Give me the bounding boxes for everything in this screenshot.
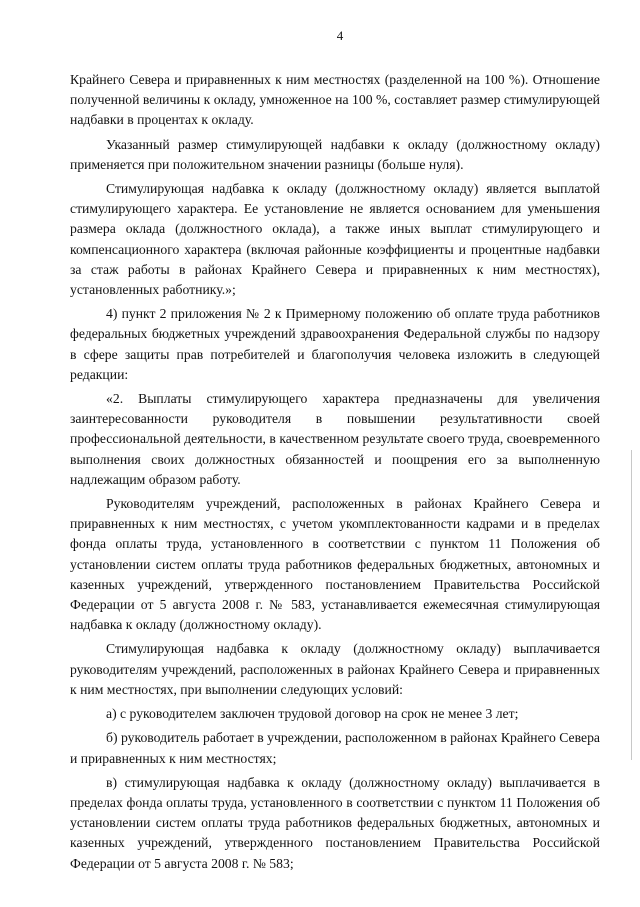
list-item-b: б) руководитель работает в учреждении, расположенном в районах Крайнего Севера и приравненных к ним местностях; — [70, 730, 600, 766]
paragraph-heads-of-institutions: Руководителям учреждений, расположенных в районах Крайнего Севера и приравненных к ним местностях, с учетом укомплектованности кадрами и в пределах фонда оплаты труда, установленного в соответствии с пунктом 11 Положения об установлении систем оплаты труда работников федеральных бюджетных, автономных и казенных учреждений, утвержденного постановлением Правительства Российской Федерации от 5 августа 2008 г. № 583, устанавливается ежемесячная стимулирующая надбавка к окладу (должностному окладу). — [70, 496, 600, 633]
list-item-v: в) стимулирующая надбавка к окладу (должностному окладу) выплачивается в пределах фонда оплаты труда, установленного в соответствии с пунктом 11 Положения об установлении систем оплаты труда работников федеральных бюджетных, автономных и казенных учреждений, утвержденного постановлением Правительства Российской Федерации от 5 августа 2008 г. № 583; — [70, 774, 600, 871]
paragraph-continuation: Крайнего Севера и приравненных к ним местностях (разделенной на 100 %). Отношение полученной величины к окладу, умноженное на 100 %, составляет размер стимулирующей надбавки в процентах к окладу. — [70, 72, 600, 128]
paragraph-allowance-nature: Стимулирующая надбавка к окладу (должностному окладу) является выплатой стимулирующего характера. Ее установление не является основанием для уменьшения размера оклада (должностного оклада), а также иных выплат стимулирующего и компенсационного характера (включая районные коэффициенты и процентные надбавки за стаж работы в районах Крайнего Севера и приравненных к ним местностях), установленных работнику.»; — [70, 181, 600, 298]
scan-edge-line — [631, 450, 632, 760]
document-body — [70, 70, 600, 874]
page-number: 4 — [336, 28, 344, 43]
paragraph-applicability: Указанный размер стимулирующей надбавки к окладу (должностному окладу) применяется при положительном значении разницы (больше нуля). — [70, 136, 600, 172]
paragraph-item-4: 4) пункт 2 приложения № 2 к Примерному положению об оплате труда работников федеральных бюджетных учреждений здравоохранения Федеральной службы по надзору в сфере защиты прав потребителей и благополучия человека изложить в следующей редакции: — [70, 306, 600, 382]
list-item-a: а) с руководителем заключен трудовой договор на срок не менее 3 лет; — [106, 706, 519, 722]
paragraph-payment-conditions: Стимулирующая надбавка к окладу (должностному окладу) выплачивается руководителям учреждений, расположенных в районах Крайнего Севера и приравненных к ним местностях, при выполнении следующих условий: — [70, 641, 600, 697]
paragraph-quoted-point-2: «2. Выплаты стимулирующего характера предназначены для увеличения заинтересованности руководителя в повышении результативности своей профессиональной деятельности, в качественном результате своего труда, своевременного выполнения своих должностных обязанностей и поощрения его за выполненную надлежащим образом работу. — [70, 391, 600, 487]
